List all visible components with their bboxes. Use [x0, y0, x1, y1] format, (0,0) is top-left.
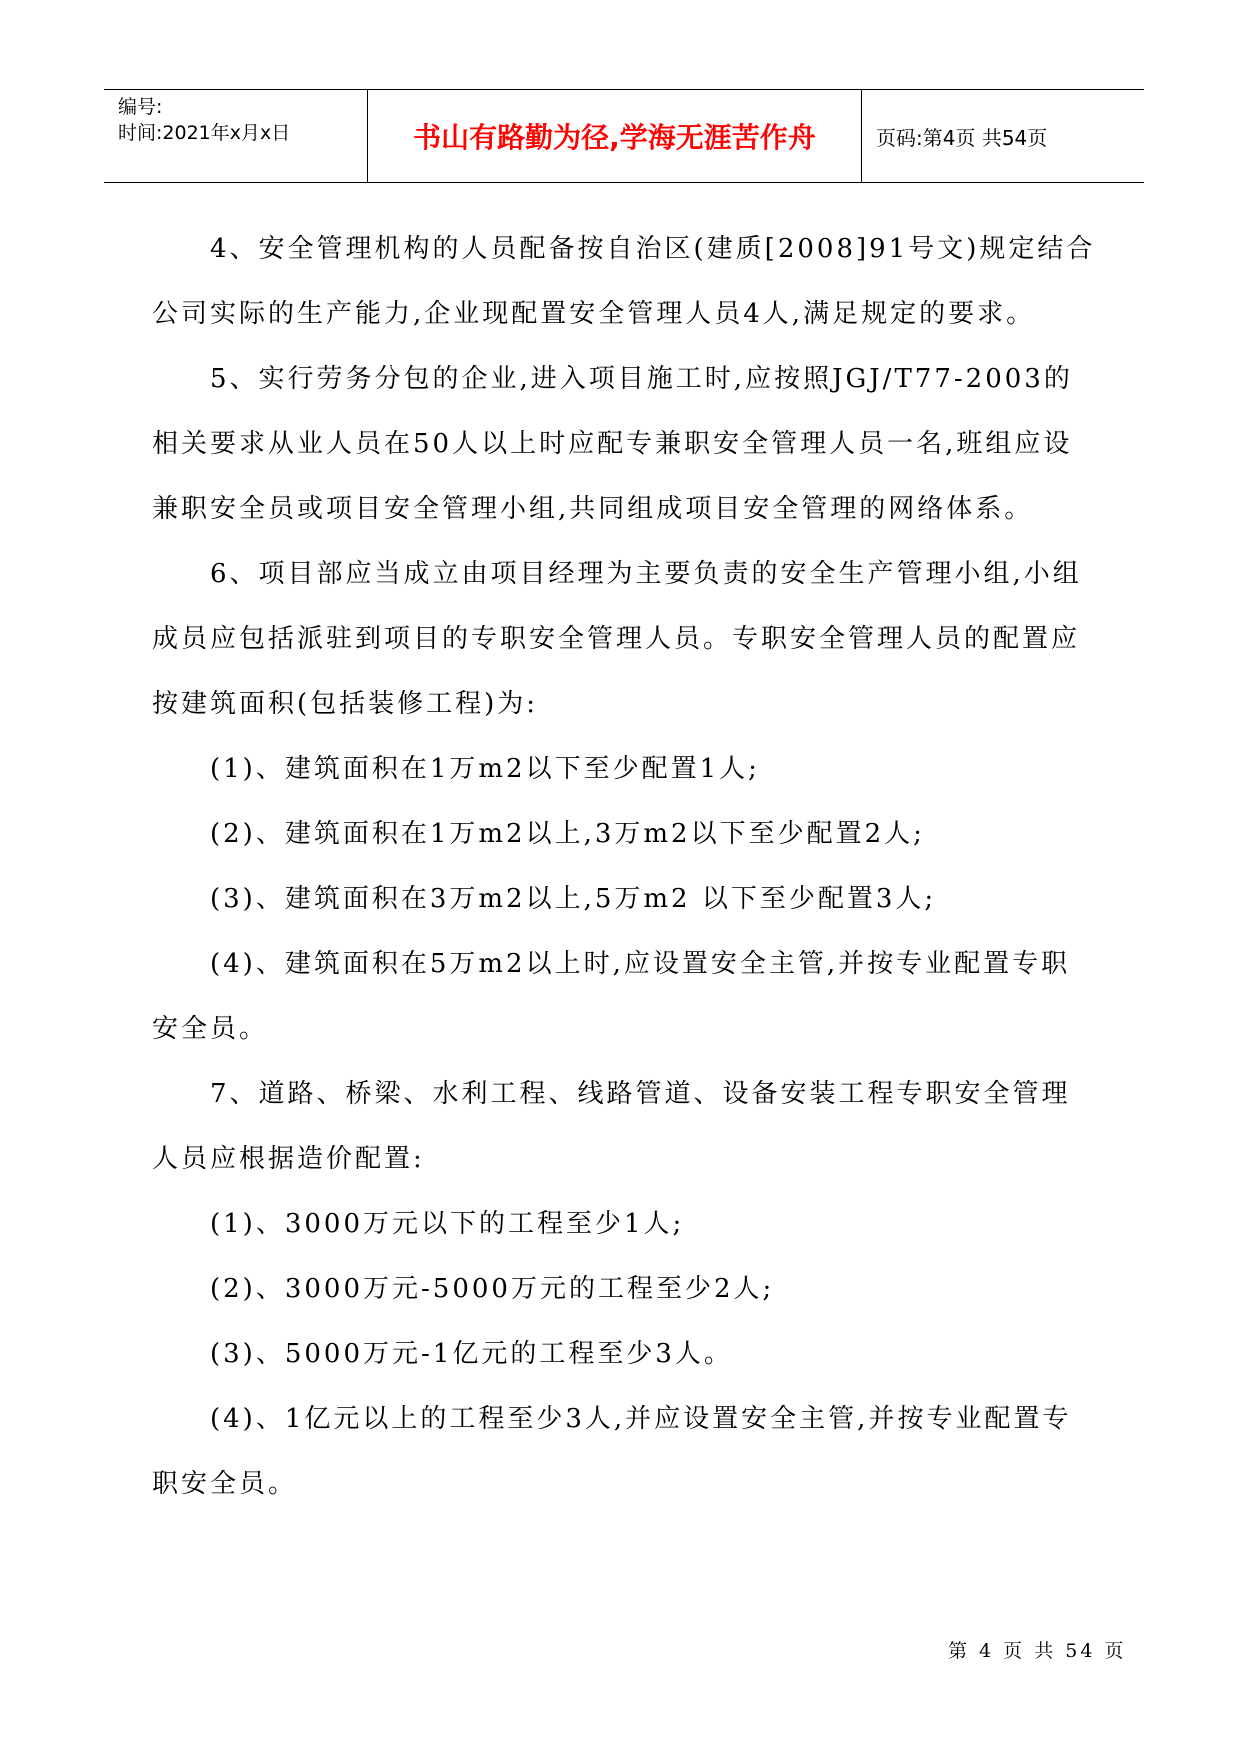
header-meta-cell — [104, 90, 368, 182]
list-item: (3)、5000万元-1亿元的工程至少3人。 — [210, 1339, 733, 1369]
document-header — [104, 89, 1144, 183]
list-item: (2)、建筑面积在1万m2以上,3万m2以下至少配置2人; — [210, 819, 925, 849]
page-footer: 第 4 页 共 54 页 — [948, 1640, 1127, 1662]
document-body — [152, 217, 1096, 1517]
list-item: (1)、建筑面积在1万m2以下至少配置1人; — [210, 754, 760, 784]
list-item: (1)、3000万元以下的工程至少1人; — [210, 1209, 685, 1239]
header-page-info: 页码:第4页 共54页 — [876, 125, 1048, 150]
paragraph: 7、道路、桥梁、水利工程、线路管道、设备安装工程专职安全管理人员应根据造价配置: — [152, 1079, 1071, 1174]
paragraph: 6、项目部应当成立由项目经理为主要负责的安全生产管理小组,小组成员应包括派驻到项目的专职安全管理人员。专职安全管理人员的配置应按建筑面积(包括装修工程)为: — [152, 559, 1082, 719]
list-item: (4)、建筑面积在5万m2以上时,应设置安全主管,并按专业配置专职安全员。 — [152, 949, 1071, 1044]
list-item: (2)、3000万元-5000万元的工程至少2人; — [210, 1274, 775, 1304]
document-time-label: 时间:2021年x月x日 — [118, 122, 291, 144]
document-number-label: 编号: — [118, 96, 163, 118]
list-item: (4)、1亿元以上的工程至少3人,并应设置安全主管,并按专业配置专职安全员。 — [152, 1404, 1072, 1499]
paragraph: 5、实行劳务分包的企业,进入项目施工时,应按照JGJ/T77-2003的相关要求从业人员在50人以上时应配专兼职安全管理人员一名,班组应设兼职安全员或项目安全管理小组,共同组成项目安全管理的网络体系。 — [152, 364, 1073, 524]
paragraph: 4、安全管理机构的人员配备按自治区(建质[2008]91号文)规定结合公司实际的生产能力,企业现配置安全管理人员4人,满足规定的要求。 — [152, 234, 1096, 329]
list-item: (3)、建筑面积在3万m2以上,5万m2 以下至少配置3人; — [210, 884, 937, 914]
header-motto: 书山有路勤为径,学海无涯苦作舟 — [368, 90, 862, 182]
